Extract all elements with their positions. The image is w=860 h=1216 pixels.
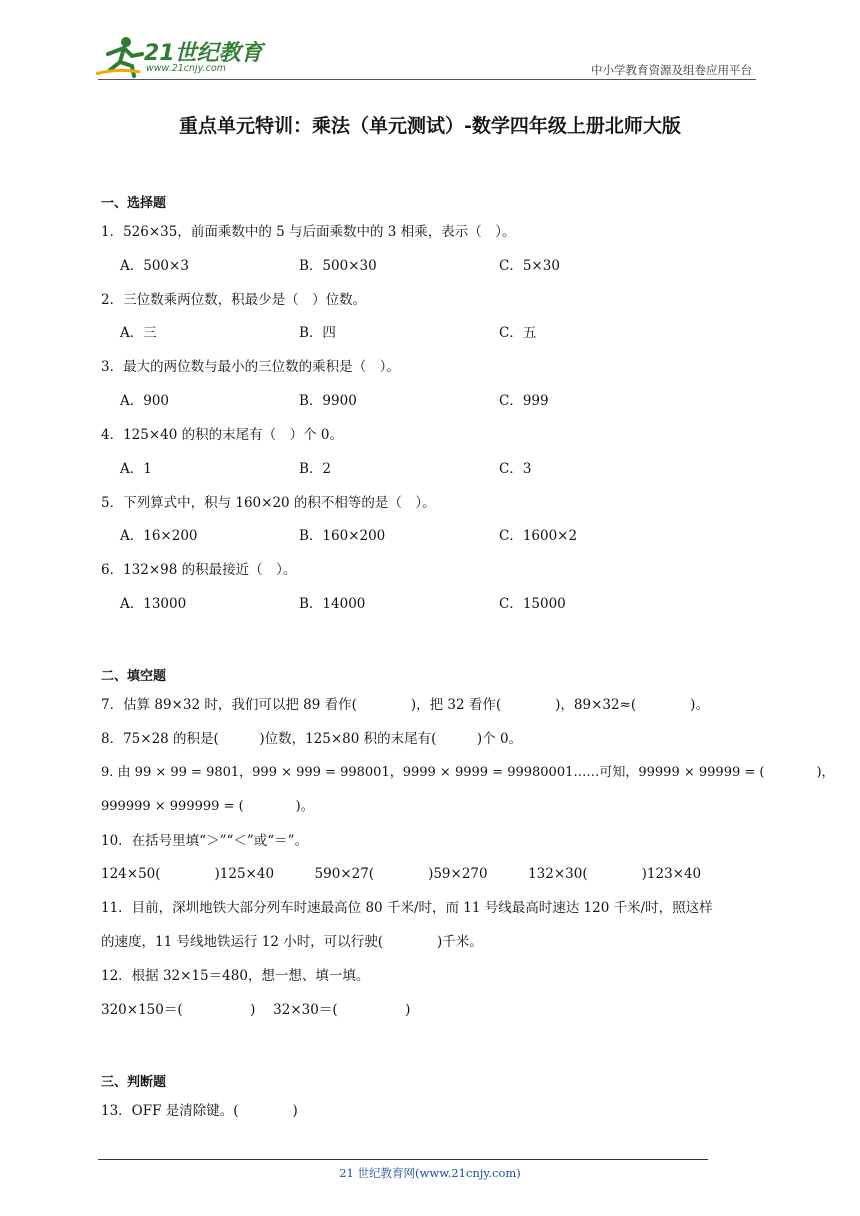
section-fill: 二、填空题 — [101, 669, 167, 684]
question-4: 4．125×40 的积的末尾有（ ）个 0。 — [101, 427, 344, 443]
question-11-line-2: 的速度，11 号线地铁运行 12 小时，可以行驶( )千米。 — [101, 934, 483, 950]
question-7: 7．估算 89×32 时，我们可以把 89 看作( )，把 32 看作( )，89×32≈( )。 — [101, 697, 709, 713]
q6-option-a: A．13000 — [120, 596, 187, 612]
q5-option-c: C．1600×2 — [499, 528, 578, 544]
q3-option-b: B．9900 — [299, 393, 357, 409]
question-8: 8．75×28 的积是( )位数，125×80 积的末尾有( )个 0。 — [101, 731, 523, 747]
question-1: 1．526×35，前面乘数中的 5 与后面乘数中的 3 相乘，表示（ ）。 — [101, 224, 516, 240]
question-13: 13．OFF 是清除键。( ) — [101, 1103, 298, 1119]
question-10: 10．在括号里填“＞”“＜”或“＝”。 — [101, 833, 309, 849]
section-judge: 三、判断题 — [101, 1075, 167, 1090]
q5-option-b: B．160×200 — [299, 528, 386, 544]
section-choice: 一、选择题 — [101, 196, 167, 211]
question-9-line-2: 999999 × 999999 = ( )。 — [101, 799, 314, 814]
question-12: 12．根据 32×15＝480，想一想、填一填。 — [101, 968, 370, 984]
question-3: 3．最大的两位数与最小的三位数的乘积是（ ）。 — [101, 359, 400, 375]
page-title: 重点单元特训：乘法（单元测试）-数学四年级上册北师大版 — [179, 115, 681, 137]
q2-option-c: C．五 — [499, 325, 537, 341]
q1-option-a: A．500×3 — [120, 258, 189, 274]
question-9-line-1: 9. 由 99 × 99 = 9801，999 × 999 = 998001，9999 × 9999 = 99980001……可知，99999 × 99999 = ( )， — [101, 765, 835, 780]
q6-option-b: B．14000 — [299, 596, 366, 612]
q1-option-b: B．500×30 — [299, 258, 377, 274]
question-10-items: 124×50( )125×40 590×27( )59×270 132×30( )123×40 — [101, 866, 702, 882]
q4-option-b: B．2 — [299, 461, 332, 477]
q4-option-c: C．3 — [499, 461, 532, 477]
q5-option-a: A．16×200 — [120, 528, 198, 544]
q3-option-a: A．900 — [120, 393, 170, 409]
q2-option-a: A．三 — [120, 325, 157, 341]
question-6: 6．132×98 的积最接近（ ）。 — [101, 562, 297, 578]
logo-url: www.21cnjy.com — [146, 63, 226, 74]
question-2: 2．三位数乘两位数，积最少是（ ）位数。 — [101, 292, 367, 308]
question-11-line-1: 11．目前，深圳地铁大部分列车时速最高位 80 千米/时，而 11 号线最高时速达 120 千米/时，照这样 — [101, 900, 713, 916]
q4-option-a: A．1 — [120, 461, 152, 477]
header-divider — [98, 79, 756, 80]
footer-divider — [98, 1159, 708, 1160]
q3-option-c: C．999 — [499, 393, 549, 409]
question-5: 5．下列算式中，积与 160×20 的积不相等的是（ ）。 — [101, 495, 436, 511]
q2-option-b: B．四 — [299, 325, 336, 341]
logo-text: 21世纪教育 — [144, 41, 263, 66]
footer-text: 21 世纪教育网(www.21cnjy.com) — [339, 1166, 521, 1180]
q6-option-c: C．15000 — [499, 596, 566, 612]
question-12-items: 320×150＝( ) 32×30＝( ) — [101, 1002, 411, 1018]
q1-option-c: C．5×30 — [499, 258, 560, 274]
platform-label: 中小学教育资源及组卷应用平台 — [591, 63, 752, 77]
